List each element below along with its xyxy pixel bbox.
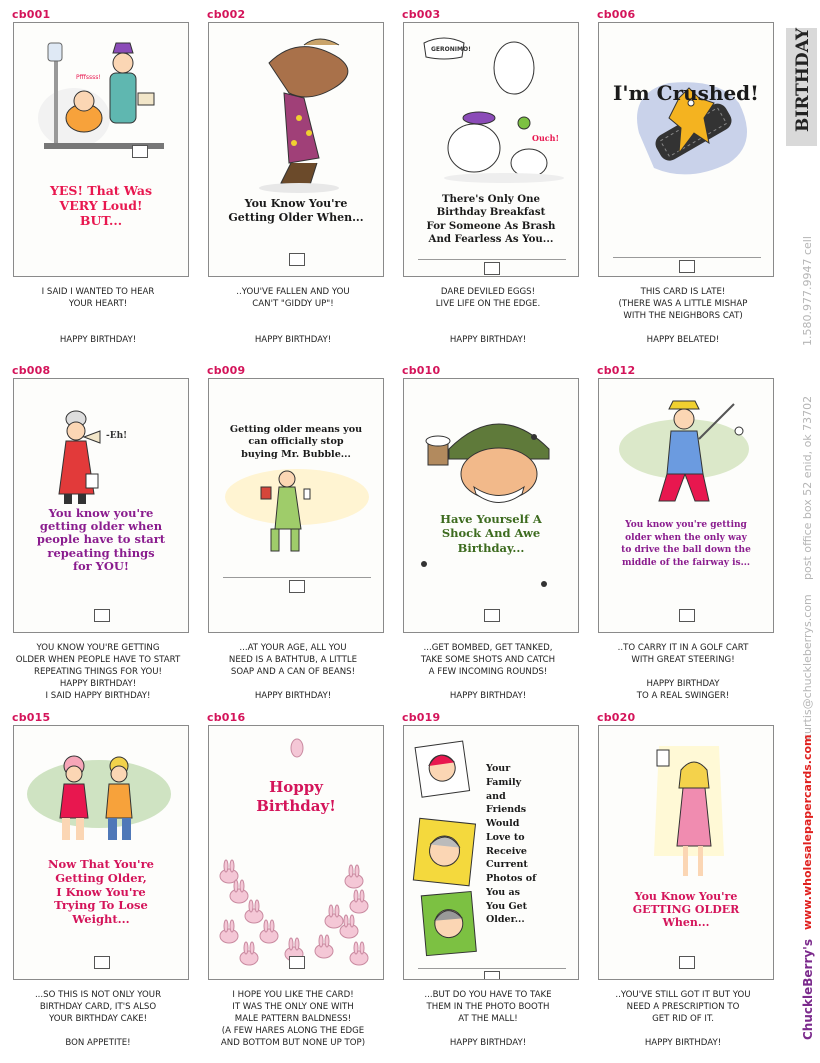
card-illustration [599, 726, 774, 980]
inside-message-line: IT WAS THE ONLY ONE WITH [232, 1002, 354, 1012]
inside-message [593, 642, 773, 702]
card-front[interactable] [208, 378, 384, 633]
inside-message-line: BIRTHDAY CARD, IT'S ALSO [39, 1002, 157, 1012]
card-front[interactable] [13, 378, 189, 633]
inside-message-line: ...GET BOMBED, GET TANKED, [423, 643, 553, 653]
product-code: cb006 [597, 8, 636, 21]
inside-message-line: HAPPY BIRTHDAY [646, 679, 720, 689]
inside-message [8, 989, 188, 1049]
card-front-line: Photos of [486, 873, 537, 885]
card-front-line: Weight... [72, 912, 130, 927]
card-front-line: I Know You're [56, 884, 146, 899]
product-code: cb008 [12, 364, 51, 377]
card-front-line: for YOU! [73, 558, 129, 573]
card-front-text [20, 507, 182, 573]
inside-message-line: NEED IS A BATHTUB, A LITTLE [228, 655, 358, 665]
inside-message-line: I HOPE YOU LIKE THE CARD! [232, 990, 354, 1000]
card-front-line: And Fearless As You... [428, 232, 554, 245]
card-front-line: For Someone As Brash [426, 219, 556, 232]
card-illustration [209, 23, 384, 277]
inside-message-line: REPEATING THINGS FOR YOU! [33, 667, 163, 677]
catalog-item [195, 711, 390, 1061]
card-front-line: people have to start [36, 532, 166, 547]
card-front[interactable] [13, 725, 189, 980]
card-front[interactable] [13, 22, 189, 277]
inside-message-line: HAPPY BIRTHDAY! [449, 335, 527, 345]
card-front-line: Love to [486, 831, 525, 843]
card-front-text [20, 858, 182, 927]
card-front-line: Birthday... [457, 540, 525, 555]
card-front-line: Have Yourself A [440, 512, 542, 526]
brand-logo-icon [289, 956, 305, 969]
brand-logo-icon [484, 971, 500, 980]
card-front-line: Getting Older, [55, 870, 147, 885]
svg-text:Pfffssss!: Pfffssss! [76, 74, 101, 81]
product-code: cb002 [207, 8, 246, 21]
inside-message-line: OLDER WHEN PEOPLE HAVE TO START [15, 655, 181, 665]
card-front-line: older when the only way [625, 532, 747, 543]
card-illustration [404, 379, 579, 633]
card-front[interactable] [403, 378, 579, 633]
card-front-text [605, 81, 767, 105]
signature-line [418, 968, 566, 969]
inside-message [8, 286, 188, 346]
brand-logo-icon [679, 609, 695, 622]
card-front-text [215, 197, 377, 225]
card-front-line: Birthday Breakfast [436, 206, 546, 219]
catalog-item [585, 8, 780, 358]
card-front-line: getting older when [39, 519, 163, 534]
card-front-line: You as [486, 886, 521, 898]
catalog-item [0, 8, 195, 358]
brand-logo-icon [289, 253, 305, 266]
card-front-line: When... [662, 916, 710, 930]
card-front-text [215, 778, 377, 816]
card-front-line: Birthday! [256, 796, 336, 815]
card-illustration [209, 726, 384, 980]
card-front-line: GETTING OLDER [632, 903, 740, 917]
card-front-line: Getting older means you [229, 424, 363, 435]
catalog-item [585, 711, 780, 1061]
inside-message-line: AT THE MALL! [458, 1014, 518, 1024]
inside-message-line: HAPPY BIRTHDAY! [254, 335, 332, 345]
inside-message [398, 642, 578, 702]
catalog-item [0, 711, 195, 1061]
signature-line [418, 259, 566, 260]
inside-message-line: TO A REAL SWINGER! [636, 691, 730, 701]
card-front-text [215, 424, 377, 461]
card-front-line: YES! That Was [49, 183, 153, 198]
card-front-line: middle of the fairway is... [621, 557, 751, 568]
inside-message-line: GET RID OF IT. [652, 1014, 714, 1024]
card-front[interactable] [598, 22, 774, 277]
inside-message [398, 989, 578, 1049]
brand-logo-icon [132, 145, 148, 158]
card-illustration [599, 23, 774, 277]
catalog-item [390, 8, 585, 358]
inside-message-line: WITH GREAT STEERING! [631, 655, 735, 665]
card-front-line: BUT... [79, 213, 123, 228]
card-front-line: Your [486, 763, 511, 774]
signature-line [223, 577, 371, 578]
inside-message [593, 286, 773, 346]
card-front-text [20, 183, 182, 228]
product-code: cb009 [207, 364, 246, 377]
inside-message-line: A FEW INCOMING ROUNDS! [428, 667, 548, 677]
product-code: cb010 [402, 364, 441, 377]
inside-message [593, 989, 773, 1049]
inside-message-line: ..TO CARRY IT IN A GOLF CART [617, 643, 749, 653]
brand-logo-icon [679, 260, 695, 273]
inside-message-line: HAPPY BELATED! [646, 335, 720, 345]
card-front-text [410, 193, 572, 246]
inside-message-line: YOUR HEART! [68, 299, 128, 309]
card-front-line: I'm Crushed! [613, 81, 759, 105]
inside-message-line: HAPPY BIRTHDAY! [59, 335, 137, 345]
email-address: curtis@chuckleberrys.com [801, 594, 814, 740]
catalog-item [390, 364, 585, 714]
card-front[interactable] [208, 725, 384, 980]
brand-logo-icon [94, 956, 110, 969]
card-front-line: There's Only One [441, 193, 541, 205]
product-code: cb001 [12, 8, 51, 21]
card-front-line: Receive [486, 845, 527, 857]
inside-message-line: YOUR BIRTHDAY CAKE! [48, 1014, 148, 1024]
inside-message-line: ...SO THIS IS NOT ONLY YOUR [34, 990, 162, 1000]
inside-message-line: ...BUT DO YOU HAVE TO TAKE [424, 990, 552, 1000]
ouch-text: Ouch! [532, 133, 559, 143]
card-front[interactable] [208, 22, 384, 277]
card-front-line: VERY Loud! [59, 198, 143, 213]
card-front[interactable] [598, 725, 774, 980]
inside-message-line: HAPPY BIRTHDAY! [449, 1038, 527, 1048]
product-code: cb016 [207, 711, 246, 724]
card-front-line: Getting Older When... [228, 210, 364, 224]
category-label: BIRTHDAY [793, 27, 813, 132]
inside-message-line: LIVE LIFE ON THE EDGE. [435, 299, 541, 309]
speech-bubble-text: GERONIMO! [431, 46, 471, 53]
inside-message-line: HAPPY BIRTHDAY! [59, 679, 137, 689]
inside-message-line: AND BOTTOM BUT NONE UP TOP) [220, 1038, 366, 1048]
card-front-line: Older... [486, 914, 525, 926]
card-front-line: can officially stop [248, 436, 344, 448]
card-front-text [486, 762, 572, 927]
card-front[interactable] [403, 22, 579, 277]
card-front-line: repeating things [47, 545, 155, 560]
card-front-line: Shock And Awe [441, 526, 541, 541]
mailing-address: post office box 52 enid, ok 73702 [801, 395, 814, 580]
inside-message-line: WITH THE NEIGHBORS CAT) [623, 311, 743, 321]
inside-message-line: NEED A PRESCRIPTION TO [626, 1002, 740, 1012]
inside-message [203, 642, 383, 702]
card-front[interactable] [598, 378, 774, 633]
card-front-line: and [486, 790, 506, 802]
inside-message-line: THEM IN THE PHOTO BOOTH [426, 1002, 550, 1012]
inside-message-line: HAPPY BIRTHDAY! [644, 1038, 722, 1048]
card-front-line: Hoppy [269, 778, 323, 796]
inside-message-line: ...AT YOUR AGE, ALL YOU [239, 643, 347, 653]
card-illustration [209, 379, 384, 633]
catalog-item [195, 8, 390, 358]
card-front-line: Now That You're [48, 857, 154, 871]
catalog-item [585, 364, 780, 714]
website-link[interactable]: www.wholesalepapercards.com [801, 734, 814, 930]
brand-logo-icon [289, 580, 305, 593]
card-front-line: Trying To Lose [54, 898, 148, 913]
product-code: cb015 [12, 711, 51, 724]
card-front-line: Current [486, 859, 528, 871]
card-front[interactable] [403, 725, 579, 980]
brand-logo-icon [484, 262, 500, 275]
card-front-line: You Know You're [244, 197, 348, 210]
inside-message-line: HAPPY BIRTHDAY! [254, 691, 332, 701]
inside-message-line: YOU KNOW YOU'RE GETTING [36, 643, 160, 653]
card-front-line: You know you're [48, 506, 154, 520]
catalog-item [195, 364, 390, 714]
card-front-line: Family [486, 776, 522, 788]
inside-message [8, 642, 188, 702]
inside-message-line: MALE PATTERN BALDNESS! [234, 1014, 352, 1024]
signature-line [613, 257, 761, 258]
inside-message-line: DARE DEVILED EGGS! [440, 287, 536, 297]
card-front-line: buying Mr. Bubble... [241, 448, 351, 460]
card-front-line: to drive the ball down the [621, 545, 751, 556]
card-front-line: You Know You're [634, 890, 738, 903]
inside-message [398, 286, 578, 346]
inside-message-line: (THERE WAS A LITTLE MISHAP [618, 299, 748, 309]
brand-logo-icon [679, 956, 695, 969]
card-front-line: You know you're getting [625, 520, 747, 530]
speech-bubble-text: -Eh! [106, 431, 128, 441]
card-front-line: You Get [486, 900, 528, 912]
card-front-text [605, 519, 767, 569]
card-illustration [14, 23, 189, 277]
inside-message-line: TAKE SOME SHOTS AND CATCH [420, 655, 556, 665]
inside-message-line: I SAID HAPPY BIRTHDAY! [45, 691, 151, 701]
inside-message-line: I SAID I WANTED TO HEAR [41, 287, 155, 297]
inside-message-line: ..YOU'VE STILL GOT IT BUT YOU [615, 990, 751, 1000]
catalog-sidebar [782, 0, 820, 1063]
inside-message [203, 286, 383, 346]
inside-message-line: HAPPY BIRTHDAY! [449, 691, 527, 701]
brand-name: ChuckleBerry's [801, 939, 815, 1040]
card-front-line: Would [486, 818, 520, 830]
product-code: cb020 [597, 711, 636, 724]
inside-message-line: SOAP AND A CAN OF BEANS! [230, 667, 356, 677]
card-front-line: Friends [486, 804, 527, 816]
catalog-item [0, 364, 195, 714]
card-front-text [605, 890, 767, 930]
inside-message-line: CAN'T "GIDDY UP"! [252, 299, 334, 309]
product-code: cb012 [597, 364, 636, 377]
brand-logo-icon [94, 609, 110, 622]
card-front-text [410, 512, 572, 555]
inside-message-line: BON APPETITE! [65, 1038, 131, 1048]
inside-message-line: THIS CARD IS LATE! [640, 287, 726, 297]
card-illustration [599, 379, 774, 633]
card-illustration [14, 726, 189, 980]
inside-message-line: (A FEW HARES ALONG THE EDGE [221, 1026, 365, 1036]
inside-message [203, 989, 383, 1049]
phone-number: 1.580.977.9947 cell [801, 236, 814, 346]
catalog-item [390, 711, 585, 1061]
product-code: cb019 [402, 711, 441, 724]
inside-message-line: ..YOU'VE FALLEN AND YOU [236, 287, 350, 297]
product-code: cb003 [402, 8, 441, 21]
brand-logo-icon [484, 609, 500, 622]
